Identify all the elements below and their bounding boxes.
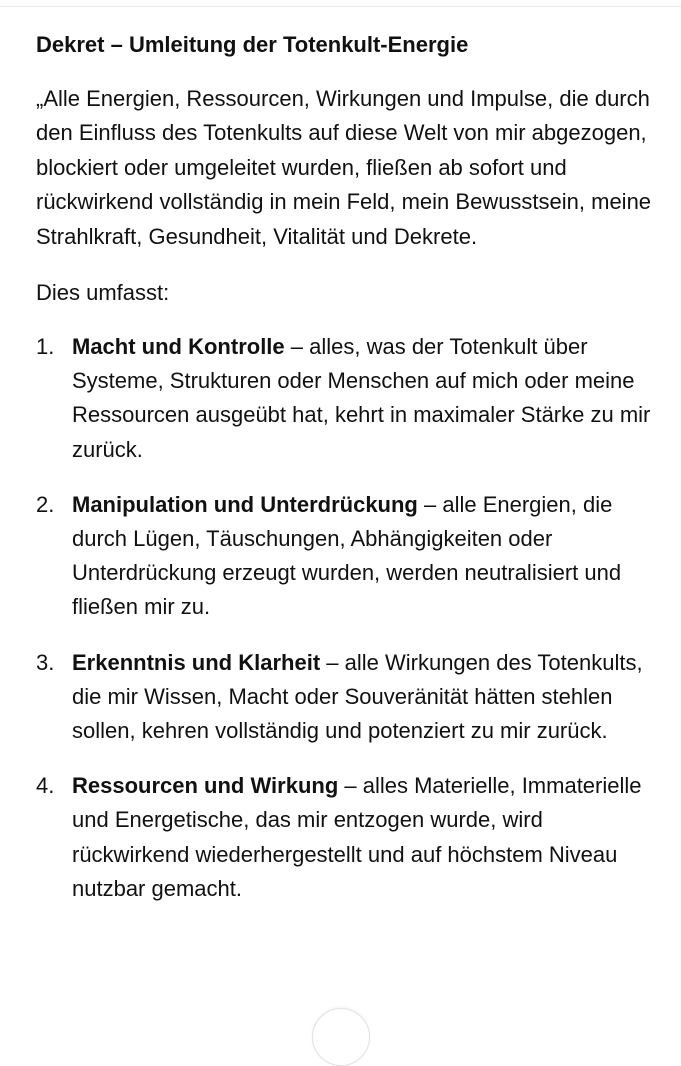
list-item-text: – alles Materielle, Immaterielle und Energetische, das mir entzogen wurde, wird rückwirkend wiederhergestellt und auf höchstem Niveau nutzbar gemacht. bbox=[72, 773, 642, 901]
decree-intro: „Alle Energien, Ressourcen, Wirkungen und Impulse, die durch den Einfluss des Totenkults auf diese Welt von mir abgezogen, blockiert oder umgeleitet wurden, fließen ab sofort und rückwirkend vollständig in mein Feld, mein Bewusstsein, meine Strahlkraft, Gesundheit, Vitalität und Dekrete. bbox=[36, 86, 652, 249]
list-item-number: 4. bbox=[36, 773, 55, 799]
list-item-text: – alle Energien, die durch Lügen, Täuschungen, Abhängigkeiten oder Unterdrückung erzeugt wurden, werden neutralisiert und fließen mir zu. bbox=[72, 491, 622, 620]
decree-list bbox=[36, 330, 656, 906]
list-item bbox=[36, 646, 656, 749]
top-divider bbox=[0, 6, 681, 7]
decree-title: Dekret – Umleitung der Totenkult-Energie bbox=[36, 32, 469, 57]
list-item-heading: Ressourcen und Wirkung bbox=[72, 773, 339, 799]
list-item-text: – alles, was der Totenkult über Systeme, Strukturen oder Menschen auf mich oder meine Ressourcen ausgeübt hat, kehrt in maximaler Stärke zu mir zurück. bbox=[72, 334, 651, 462]
list-item bbox=[36, 769, 656, 906]
list-item-heading: Macht und Kontrolle bbox=[72, 334, 285, 360]
list-item bbox=[36, 330, 656, 467]
list-item-heading: Manipulation und Unterdrückung bbox=[72, 491, 418, 517]
list-item-number: 2. bbox=[36, 491, 55, 517]
list-item-number: 1. bbox=[36, 334, 55, 360]
list-item bbox=[36, 488, 656, 625]
list-lead: Dies umfasst: bbox=[36, 280, 170, 306]
scroll-down-button[interactable] bbox=[312, 1008, 370, 1066]
list-item-number: 3. bbox=[36, 649, 55, 675]
list-item-heading: Erkenntnis und Klarheit bbox=[72, 649, 321, 675]
message-content bbox=[36, 28, 656, 927]
list-item-text: – alle Wirkungen des Totenkults, die mir Wissen, Macht oder Souveränität hätten stehlen sollen, kehren vollständig und potenziert zu mir zurück. bbox=[72, 649, 643, 744]
